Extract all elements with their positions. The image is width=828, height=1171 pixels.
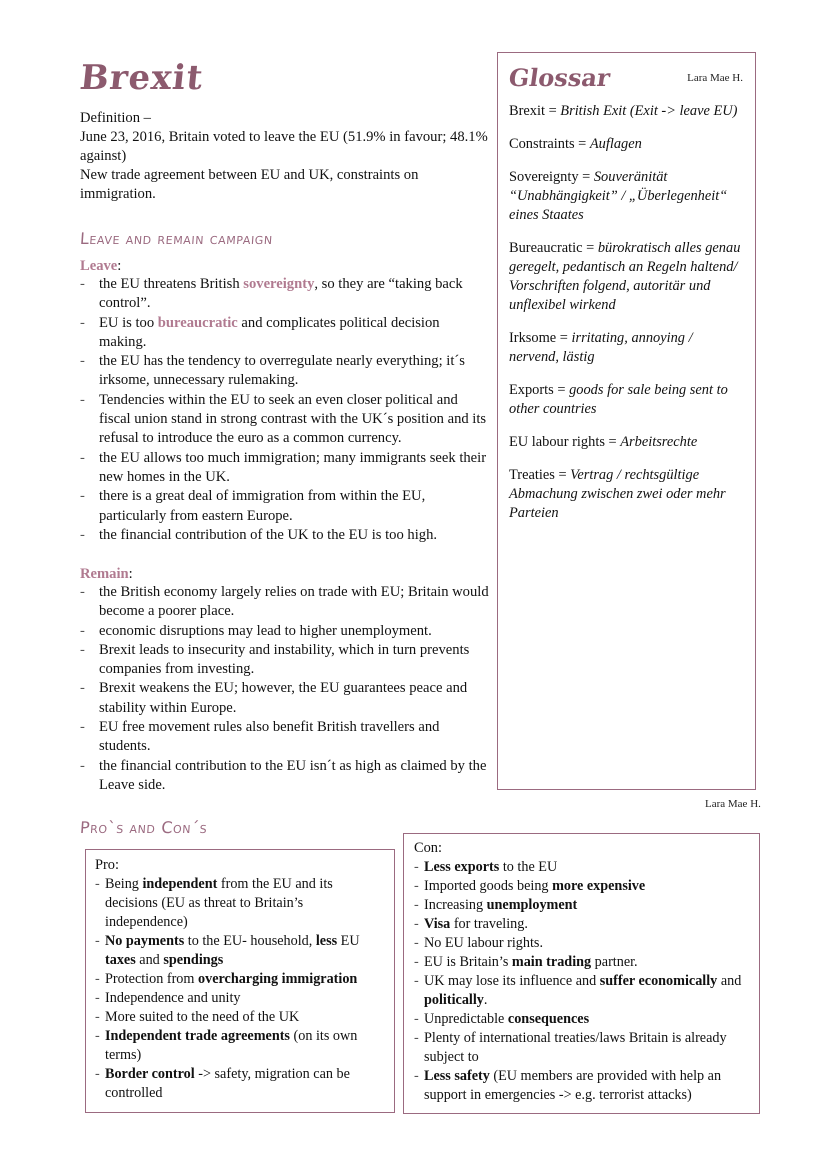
pro-item-segment: EU [337,933,360,949]
glossar-term: Constraints [509,136,575,152]
glossar-entry: Bureaucratic = bürokratisch alles genau geregelt, pedantisch an Regeln haltend/ Vorschriften folgend, autoritär und unflexibel wirkend [509,240,741,313]
glossar-list [509,102,744,523]
con-item-segment: Imported goods being [424,878,553,894]
leave-item [80,391,490,449]
pro-item [95,989,384,1008]
pro-item-segment: Independence and unity [105,990,241,1006]
glossar-term: Sovereignty [509,169,579,185]
leave-item-text: the EU allows too much immigration; many immigrants seek their new homes in the UK. [99,449,487,485]
con-item-segment: partner. [591,954,638,970]
leave-label: Leave [80,258,118,274]
pro-list [95,875,384,1103]
con-item [414,953,749,972]
glossar-term: Treaties [509,467,555,483]
glossar-term: Exports [509,382,554,398]
leave-item-text-end: and complicates political decision making. [99,314,440,350]
glossar-definition: bürokratisch alles genau geregelt, pedantisch an Regeln haltend/ Vorschriften folgend, autoritär und unflexibel wirkend [509,240,741,313]
con-item [414,972,749,1010]
glossar-term: Irksome [509,330,557,346]
pro-item [95,932,384,970]
pro-item-segment: to the EU- household, [184,933,316,949]
con-item-segment: (EU members are provided with help an support in emergencies -> e.g. terrorist attacks) [424,1068,722,1103]
remain-item: - the financial contribution to the EU isn´t as high as claimed by the Leave side. [80,757,490,796]
glossar-definition: goods for sale being sent to other countries [509,382,728,417]
con-item-segment: No EU labour rights. [424,935,544,951]
glossar-entry: Sovereignty = Souveränität “Unabhängigkeit” / „Überlegenheit“ eines Staates [509,169,728,223]
glossar-title: Glossar [506,63,612,92]
con-item [414,1029,749,1067]
leave-item-text-end: , so they are “taking back control”. [99,276,463,312]
leave-item [80,449,490,488]
con-item-segment: Unpredictable [424,1011,508,1027]
pro-item-segment: spendings [163,952,224,968]
remain-label: Remain [80,566,129,582]
glossar-entry: Irksome = irritating, annoying / nervend, lästig [509,330,693,365]
page-title: Brexit [77,58,206,98]
definition-block [80,109,490,204]
con-box [403,833,760,1114]
con-item-segment: Less exports [424,859,500,875]
leave-label-row: Leave: [80,258,122,274]
pro-item [95,875,384,932]
con-item-segment: EU is Britain’s [424,954,512,970]
remain-label-row: Remain: [80,566,133,582]
glossar-definition: British Exit (Exit -> leave EU) [560,103,738,119]
pro-item-segment: -> safety, migration can be controlled [105,1066,350,1101]
pro-item [95,1065,384,1103]
glossar-author: Lara Mae H. [687,71,743,84]
con-item-segment: Less safety [424,1068,490,1084]
leave-item [80,526,490,545]
glossar-entry: Brexit = British Exit (Exit -> leave EU) [509,103,738,119]
con-item-segment: Increasing [424,897,487,913]
leave-item [80,352,490,391]
pro-item-segment: Border control [105,1066,195,1082]
pro-item-segment: from the EU and its decisions (EU as threat to Britain’s independence) [105,876,333,930]
definition-line-1: June 23, 2016, Britain voted to leave the EU (51.9% in favour; 48.1% against) [80,129,488,164]
pro-item-segment: independent [142,876,218,892]
glossar-entry: Exports = goods for sale being sent to other countries [509,382,728,417]
con-item [414,915,749,934]
con-item-segment: to the EU [499,859,558,875]
glossar-header [506,63,744,92]
pro-item-segment: and [135,952,164,968]
leave-item-text: Tendencies within the EU to seek an even closer political and fiscal union stand in strong contrast with the UK´s position and its refusal to introduce the euro as a common currency. [99,391,487,447]
con-item [414,1067,749,1105]
pro-item-segment: No payments [105,933,185,949]
glossar-entry: Treaties = Vertrag / rechtsgültige Abmachung zwischen zwei oder mehr Parteien [509,467,726,521]
glossar-definition: Auflagen [589,136,642,152]
con-item [414,934,749,953]
glossar-entry: Constraints = Auflagen [509,136,642,152]
glossar-definition: Arbeitsrechte [620,434,698,450]
pro-item-segment: Being [105,876,143,892]
pro-item-segment: More suited to the need of the UK [105,1009,300,1025]
con-item [414,896,749,915]
con-label: Con: [414,840,442,856]
pro-item-segment: Independent trade agreements [105,1028,290,1044]
pro-item-segment: taxes [105,952,136,968]
pro-item [95,1008,384,1027]
con-item-segment: Visa [424,916,451,932]
con-item-segment: Plenty of international treaties/laws Britain is already subject to [424,1030,727,1065]
leave-item [80,487,490,526]
leave-item-text: there is a great deal of immigration from within the EU, particularly from eastern Europe. [99,488,426,524]
pro-item-segment: (on its own terms) [105,1028,358,1063]
con-item [414,1010,749,1029]
con-item-segment: and [717,973,742,989]
glossar-box [497,52,756,790]
con-item-segment: for traveling. [450,916,528,932]
con-item-segment: main trading [511,954,592,970]
leave-section [80,258,490,545]
glossar-definition: Vertrag / rechtsgültige Abmachung zwischen zwei oder mehr Parteien [509,467,726,521]
leave-item-text: the EU threatens British [99,276,244,292]
author-note: Lara Mae H. [705,798,761,810]
remain-list [80,583,490,795]
remain-item: - EU free movement rules also benefit British travellers and students. [80,718,490,757]
leave-item [80,275,490,314]
glossar-definition: irritating, annoying / nervend, lästig [509,330,693,365]
pro-label: Pro: [95,857,119,873]
pro-item-segment: overcharging immigration [198,971,358,987]
glossar-entry: EU labour rights = Arbeitsrechte [509,434,698,450]
remain-item: - Brexit weakens the EU; however, the EU guarantees peace and stability within Europe. [80,679,490,718]
pro-item [95,970,384,989]
leave-item-text: the financial contribution of the UK to the EU is too high. [99,526,438,543]
con-item-segment: UK may lose its influence and [424,973,600,989]
glossar-definition: Souveränität “Unabhängigkeit” / „Überlegenheit“ eines Staates [509,169,728,223]
con-item-segment: more expensive [552,878,646,894]
remain-item: - the British economy largely relies on trade with EU; Britain would become a poorer place. [80,583,490,622]
con-item-segment: unemployment [486,897,578,913]
pro-box [85,849,395,1113]
procon-heading: Pro`s and Con´s [79,818,209,837]
definition-heading: Definition – [80,110,151,126]
pro-item-segment: less [315,933,338,949]
remain-section [80,566,490,795]
leave-list [80,275,490,545]
con-item-segment: suffer economically [599,973,718,989]
pro-item-segment: Protection from [105,971,198,987]
definition-line-2: New trade agreement between EU and UK, constraints on immigration. [80,167,419,202]
leave-item-text: the EU has the tendency to overregulate nearly everything; it´s irksome, unnecessary rulemaking. [99,353,465,389]
con-item-segment: politically [424,992,484,1008]
leave-item-highlight: sovereignty [243,276,315,292]
con-item [414,858,749,877]
remain-item: - Brexit leads to insecurity and instability, which in turn prevents companies from investing. [80,641,490,680]
leave-item-highlight: bureaucratic [157,314,238,331]
leave-item-text: EU is too [99,314,158,331]
con-item [414,877,749,896]
glossar-term: EU labour rights [509,434,605,450]
glossar-term: Brexit [509,103,545,119]
leave-item [80,314,490,353]
con-list [414,858,749,1105]
con-item-segment: consequences [507,1011,590,1027]
glossar-term: Bureaucratic [509,240,583,256]
con-item-segment: . [483,992,488,1008]
remain-item: - economic disruptions may lead to higher unemployment. [80,622,490,641]
pro-item [95,1027,384,1065]
campaign-heading: Leave and remain campaign [79,229,274,248]
